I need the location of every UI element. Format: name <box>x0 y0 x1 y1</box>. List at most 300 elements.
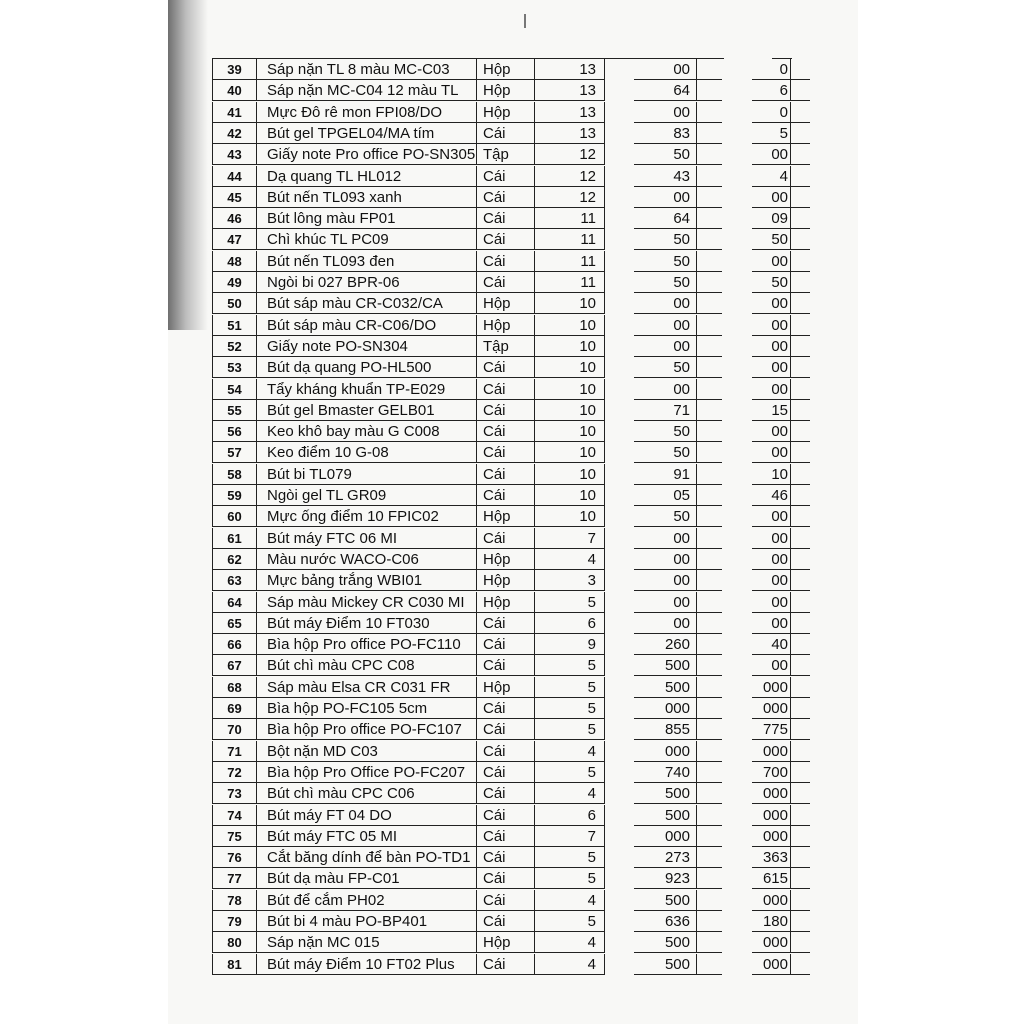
blank-cell <box>604 592 634 613</box>
blank-cell <box>790 293 810 314</box>
item-quantity: 5 <box>534 719 604 740</box>
unit-price-fragment: 50 <box>634 144 696 165</box>
item-name: Cắt băng dính để bàn PO-TD1 <box>256 847 476 868</box>
total-fragment: 00 <box>752 613 790 634</box>
blank-cell <box>790 144 810 165</box>
blank-cell <box>790 826 810 847</box>
item-quantity: 11 <box>534 229 604 250</box>
unit-price-fragment: 50 <box>634 442 696 463</box>
item-quantity: 13 <box>534 80 604 101</box>
table-row <box>0 741 1024 762</box>
item-name: Bút gel TPGEL04/MA tím <box>256 123 476 144</box>
total-fragment: 00 <box>752 592 790 613</box>
item-unit: Cái <box>476 762 534 783</box>
item-name: Bút máy FTC 06 MI <box>256 528 476 549</box>
item-quantity: 4 <box>534 954 604 975</box>
item-name: Mực Đô rê mon FPI08/DO <box>256 102 476 123</box>
blank-cell <box>790 506 810 527</box>
blank-cell <box>790 847 810 868</box>
blank-cell <box>790 187 810 208</box>
total-fragment: 00 <box>752 655 790 676</box>
item-quantity: 10 <box>534 506 604 527</box>
item-unit: Hộp <box>476 293 534 314</box>
item-name: Sáp nặn TL 8 màu MC-C03 <box>256 59 476 80</box>
blank-cell <box>790 464 810 485</box>
blank-cell <box>790 442 810 463</box>
table-row <box>0 123 1024 144</box>
item-name: Bút máy Điểm 10 FT02 Plus <box>256 954 476 975</box>
total-fragment: 00 <box>752 528 790 549</box>
row-number: 39 <box>212 59 256 80</box>
blank-cell <box>604 208 634 229</box>
blank-cell <box>696 890 722 911</box>
total-fragment: 00 <box>752 442 790 463</box>
blank-cell <box>696 932 722 953</box>
unit-price-fragment: 05 <box>634 485 696 506</box>
item-name: Giấy note PO-SN304 <box>256 336 476 357</box>
item-quantity: 4 <box>534 890 604 911</box>
blank-cell <box>604 570 634 591</box>
blank-cell <box>604 826 634 847</box>
row-number: 67 <box>212 655 256 676</box>
item-unit: Hộp <box>476 315 534 336</box>
blank-cell <box>604 102 634 123</box>
total-fragment: 180 <box>752 911 790 932</box>
item-unit: Hộp <box>476 80 534 101</box>
blank-cell <box>790 549 810 570</box>
total-fragment: 00 <box>752 506 790 527</box>
blank-cell <box>604 272 634 293</box>
item-quantity: 4 <box>534 932 604 953</box>
item-unit: Cái <box>476 655 534 676</box>
item-unit: Cái <box>476 442 534 463</box>
blank-cell <box>696 166 722 187</box>
row-number: 78 <box>212 890 256 911</box>
table-row <box>0 315 1024 336</box>
item-quantity: 4 <box>534 549 604 570</box>
table-row <box>0 613 1024 634</box>
unit-price-fragment: 00 <box>634 379 696 400</box>
unit-price-fragment: 00 <box>634 293 696 314</box>
total-fragment: 00 <box>752 357 790 378</box>
unit-price-fragment: 50 <box>634 229 696 250</box>
table-row <box>0 826 1024 847</box>
row-number: 54 <box>212 379 256 400</box>
item-name: Mực bảng trắng WBI01 <box>256 570 476 591</box>
blank-cell <box>604 187 634 208</box>
total-fragment: 775 <box>752 719 790 740</box>
total-fragment: 00 <box>752 144 790 165</box>
item-unit: Tập <box>476 144 534 165</box>
item-quantity: 5 <box>534 592 604 613</box>
table-row <box>0 932 1024 953</box>
item-unit: Cái <box>476 890 534 911</box>
item-name: Keo điểm 10 G-08 <box>256 442 476 463</box>
unit-price-fragment: 923 <box>634 868 696 889</box>
blank-cell <box>604 655 634 676</box>
blank-cell <box>696 805 722 826</box>
item-unit: Cái <box>476 698 534 719</box>
row-number: 40 <box>212 80 256 101</box>
table-row <box>0 528 1024 549</box>
total-fragment: 4 <box>752 166 790 187</box>
blank-cell <box>604 123 634 144</box>
item-unit: Cái <box>476 911 534 932</box>
table-row <box>0 272 1024 293</box>
row-number: 72 <box>212 762 256 783</box>
blank-cell <box>696 911 722 932</box>
table-row <box>0 506 1024 527</box>
row-number: 68 <box>212 677 256 698</box>
blank-cell <box>790 229 810 250</box>
blank-cell <box>696 251 722 272</box>
blank-cell <box>604 932 634 953</box>
blank-cell <box>696 464 722 485</box>
blank-cell <box>790 783 810 804</box>
row-number: 41 <box>212 102 256 123</box>
item-name: Bút nến TL093 xanh <box>256 187 476 208</box>
item-name: Bút dạ màu FP-C01 <box>256 868 476 889</box>
item-name: Bút bi 4 màu PO-BP401 <box>256 911 476 932</box>
unit-price-fragment: 64 <box>634 208 696 229</box>
total-fragment: 6 <box>752 80 790 101</box>
unit-price-fragment: 260 <box>634 634 696 655</box>
item-name: Keo khô bay màu G C008 <box>256 421 476 442</box>
item-quantity: 11 <box>534 251 604 272</box>
blank-cell <box>604 911 634 932</box>
item-unit: Hộp <box>476 592 534 613</box>
item-name: Sáp nặn MC 015 <box>256 932 476 953</box>
blank-cell <box>790 379 810 400</box>
blank-cell <box>696 549 722 570</box>
blank-cell <box>790 102 810 123</box>
blank-cell <box>696 229 722 250</box>
table-row <box>0 208 1024 229</box>
table-row <box>0 59 1024 80</box>
blank-cell <box>696 868 722 889</box>
blank-cell <box>790 762 810 783</box>
unit-price-fragment: 000 <box>634 698 696 719</box>
item-name: Sáp màu Elsa CR C031 FR <box>256 677 476 698</box>
table-row <box>0 570 1024 591</box>
item-name: Bút gel Bmaster GELB01 <box>256 400 476 421</box>
row-number: 56 <box>212 421 256 442</box>
item-unit: Cái <box>476 783 534 804</box>
row-number: 62 <box>212 549 256 570</box>
table-row <box>0 464 1024 485</box>
blank-cell <box>604 144 634 165</box>
row-number: 50 <box>212 293 256 314</box>
blank-cell <box>790 954 810 975</box>
row-number: 47 <box>212 229 256 250</box>
item-quantity: 11 <box>534 208 604 229</box>
unit-price-fragment: 00 <box>634 336 696 357</box>
item-unit: Tập <box>476 336 534 357</box>
table-row <box>0 229 1024 250</box>
item-quantity: 6 <box>534 805 604 826</box>
blank-cell <box>790 421 810 442</box>
table-row <box>0 251 1024 272</box>
row-number: 75 <box>212 826 256 847</box>
item-quantity: 5 <box>534 698 604 719</box>
table-row <box>0 954 1024 975</box>
table-row <box>0 102 1024 123</box>
unit-price-fragment: 000 <box>634 741 696 762</box>
unit-price-fragment: 00 <box>634 570 696 591</box>
unit-price-fragment: 00 <box>634 528 696 549</box>
item-unit: Cái <box>476 485 534 506</box>
item-quantity: 10 <box>534 315 604 336</box>
table-row <box>0 357 1024 378</box>
item-name: Bột nặn MD C03 <box>256 741 476 762</box>
blank-cell <box>604 805 634 826</box>
item-unit: Cái <box>476 123 534 144</box>
item-unit: Cái <box>476 868 534 889</box>
item-quantity: 11 <box>534 272 604 293</box>
table-row <box>0 762 1024 783</box>
blank-cell <box>604 847 634 868</box>
item-unit: Cái <box>476 954 534 975</box>
unit-price-fragment: 500 <box>634 954 696 975</box>
blank-cell <box>604 166 634 187</box>
total-fragment: 10 <box>752 464 790 485</box>
unit-price-fragment: 00 <box>634 592 696 613</box>
row-number: 73 <box>212 783 256 804</box>
item-quantity: 13 <box>534 123 604 144</box>
table-row <box>0 847 1024 868</box>
blank-cell <box>604 719 634 740</box>
unit-price-fragment: 50 <box>634 421 696 442</box>
blank-cell <box>790 570 810 591</box>
blank-cell <box>790 528 810 549</box>
blank-cell <box>790 251 810 272</box>
item-quantity: 5 <box>534 677 604 698</box>
unit-price-fragment: 636 <box>634 911 696 932</box>
item-unit: Cái <box>476 379 534 400</box>
total-fragment: 0 <box>752 59 790 80</box>
item-name: Sáp nặn MC-C04 12 màu TL <box>256 80 476 101</box>
table-row <box>0 698 1024 719</box>
blank-cell <box>604 954 634 975</box>
unit-price-fragment: 00 <box>634 59 696 80</box>
blank-cell <box>604 698 634 719</box>
total-fragment: 000 <box>752 698 790 719</box>
table-row <box>0 421 1024 442</box>
item-quantity: 5 <box>534 847 604 868</box>
blank-cell <box>696 528 722 549</box>
blank-cell <box>696 506 722 527</box>
total-fragment: 00 <box>752 421 790 442</box>
total-fragment: 000 <box>752 783 790 804</box>
blank-cell <box>604 506 634 527</box>
blank-cell <box>696 698 722 719</box>
blank-cell <box>696 570 722 591</box>
unit-price-fragment: 000 <box>634 826 696 847</box>
table-row <box>0 677 1024 698</box>
table-row <box>0 400 1024 421</box>
item-name: Sáp màu Mickey CR C030 MI <box>256 592 476 613</box>
item-name: Bìa hộp Pro Office PO-FC207 <box>256 762 476 783</box>
item-unit: Cái <box>476 613 534 634</box>
unit-price-fragment: 00 <box>634 315 696 336</box>
item-name: Bút máy FTC 05 MI <box>256 826 476 847</box>
blank-cell <box>790 592 810 613</box>
item-quantity: 5 <box>534 911 604 932</box>
item-quantity: 13 <box>534 59 604 80</box>
blank-cell <box>696 442 722 463</box>
row-number: 49 <box>212 272 256 293</box>
table-row <box>0 549 1024 570</box>
unit-price-fragment: 83 <box>634 123 696 144</box>
total-fragment: 50 <box>752 272 790 293</box>
item-name: Giấy note Pro office PO-SN305 <box>256 144 476 165</box>
blank-cell <box>604 464 634 485</box>
item-name: Bút để cắm PH02 <box>256 890 476 911</box>
table-row <box>0 634 1024 655</box>
blank-cell <box>604 528 634 549</box>
blank-cell <box>696 208 722 229</box>
blank-cell <box>790 315 810 336</box>
item-unit: Cái <box>476 272 534 293</box>
item-name: Bút máy FT 04 DO <box>256 805 476 826</box>
item-name: Bìa hộp Pro office PO-FC107 <box>256 719 476 740</box>
blank-cell <box>696 592 722 613</box>
row-number: 46 <box>212 208 256 229</box>
row-number: 64 <box>212 592 256 613</box>
blank-cell <box>604 741 634 762</box>
blank-cell <box>790 890 810 911</box>
row-number: 70 <box>212 719 256 740</box>
total-fragment: 000 <box>752 826 790 847</box>
table-row <box>0 655 1024 676</box>
item-quantity: 10 <box>534 442 604 463</box>
blank-cell <box>790 208 810 229</box>
table-row <box>0 336 1024 357</box>
blank-cell <box>604 890 634 911</box>
row-number: 80 <box>212 932 256 953</box>
row-number: 63 <box>212 570 256 591</box>
blank-cell <box>696 719 722 740</box>
table-row <box>0 868 1024 889</box>
blank-cell <box>790 613 810 634</box>
blank-cell <box>696 421 722 442</box>
item-name: Ngòi gel TL GR09 <box>256 485 476 506</box>
item-unit: Hộp <box>476 677 534 698</box>
blank-cell <box>604 677 634 698</box>
item-quantity: 10 <box>534 379 604 400</box>
unit-price-fragment: 855 <box>634 719 696 740</box>
blank-cell <box>790 485 810 506</box>
blank-cell <box>696 336 722 357</box>
item-quantity: 10 <box>534 293 604 314</box>
blank-cell <box>790 719 810 740</box>
item-unit: Hộp <box>476 102 534 123</box>
item-name: Mực ống điểm 10 FPIC02 <box>256 506 476 527</box>
unit-price-fragment: 00 <box>634 549 696 570</box>
item-quantity: 9 <box>534 634 604 655</box>
item-quantity: 10 <box>534 464 604 485</box>
table-row <box>0 187 1024 208</box>
item-name: Bút dạ quang PO-HL500 <box>256 357 476 378</box>
row-number: 76 <box>212 847 256 868</box>
blank-cell <box>790 655 810 676</box>
item-unit: Cái <box>476 421 534 442</box>
total-fragment: 0 <box>752 102 790 123</box>
item-name: Bút lông màu FP01 <box>256 208 476 229</box>
blank-cell <box>790 932 810 953</box>
table-row <box>0 293 1024 314</box>
item-unit: Cái <box>476 826 534 847</box>
blank-cell <box>696 80 722 101</box>
item-quantity: 3 <box>534 570 604 591</box>
row-number: 61 <box>212 528 256 549</box>
row-number: 71 <box>212 741 256 762</box>
blank-cell <box>696 400 722 421</box>
blank-cell <box>604 357 634 378</box>
blank-cell <box>790 634 810 655</box>
blank-cell <box>790 911 810 932</box>
unit-price-fragment: 500 <box>634 932 696 953</box>
item-quantity: 12 <box>534 166 604 187</box>
table-row <box>0 166 1024 187</box>
table-row <box>0 783 1024 804</box>
item-name: Tẩy kháng khuẩn TP-E029 <box>256 379 476 400</box>
blank-cell <box>696 783 722 804</box>
row-number: 51 <box>212 315 256 336</box>
blank-cell <box>604 315 634 336</box>
blank-cell <box>696 357 722 378</box>
blank-cell <box>696 102 722 123</box>
unit-price-fragment: 00 <box>634 102 696 123</box>
blank-cell <box>696 272 722 293</box>
blank-cell <box>790 741 810 762</box>
unit-price-fragment: 500 <box>634 655 696 676</box>
total-fragment: 00 <box>752 336 790 357</box>
blank-cell <box>790 357 810 378</box>
item-unit: Cái <box>476 464 534 485</box>
blank-cell <box>790 272 810 293</box>
total-fragment: 000 <box>752 741 790 762</box>
item-unit: Cái <box>476 229 534 250</box>
total-fragment: 000 <box>752 805 790 826</box>
blank-cell <box>696 826 722 847</box>
unit-price-fragment: 500 <box>634 890 696 911</box>
table-row <box>0 911 1024 932</box>
blank-cell <box>604 442 634 463</box>
item-quantity: 4 <box>534 741 604 762</box>
item-quantity: 10 <box>534 357 604 378</box>
row-number: 69 <box>212 698 256 719</box>
blank-cell <box>790 59 810 80</box>
total-fragment: 46 <box>752 485 790 506</box>
unit-price-fragment: 91 <box>634 464 696 485</box>
total-fragment: 40 <box>752 634 790 655</box>
item-name: Bút bi TL079 <box>256 464 476 485</box>
unit-price-fragment: 740 <box>634 762 696 783</box>
table-row <box>0 144 1024 165</box>
blank-cell <box>604 80 634 101</box>
item-quantity: 12 <box>534 144 604 165</box>
unit-price-fragment: 00 <box>634 613 696 634</box>
blank-cell <box>696 954 722 975</box>
blank-cell <box>604 229 634 250</box>
unit-price-fragment: 71 <box>634 400 696 421</box>
total-fragment: 15 <box>752 400 790 421</box>
item-unit: Cái <box>476 741 534 762</box>
row-number: 57 <box>212 442 256 463</box>
table-row <box>0 379 1024 400</box>
unit-price-fragment: 43 <box>634 166 696 187</box>
